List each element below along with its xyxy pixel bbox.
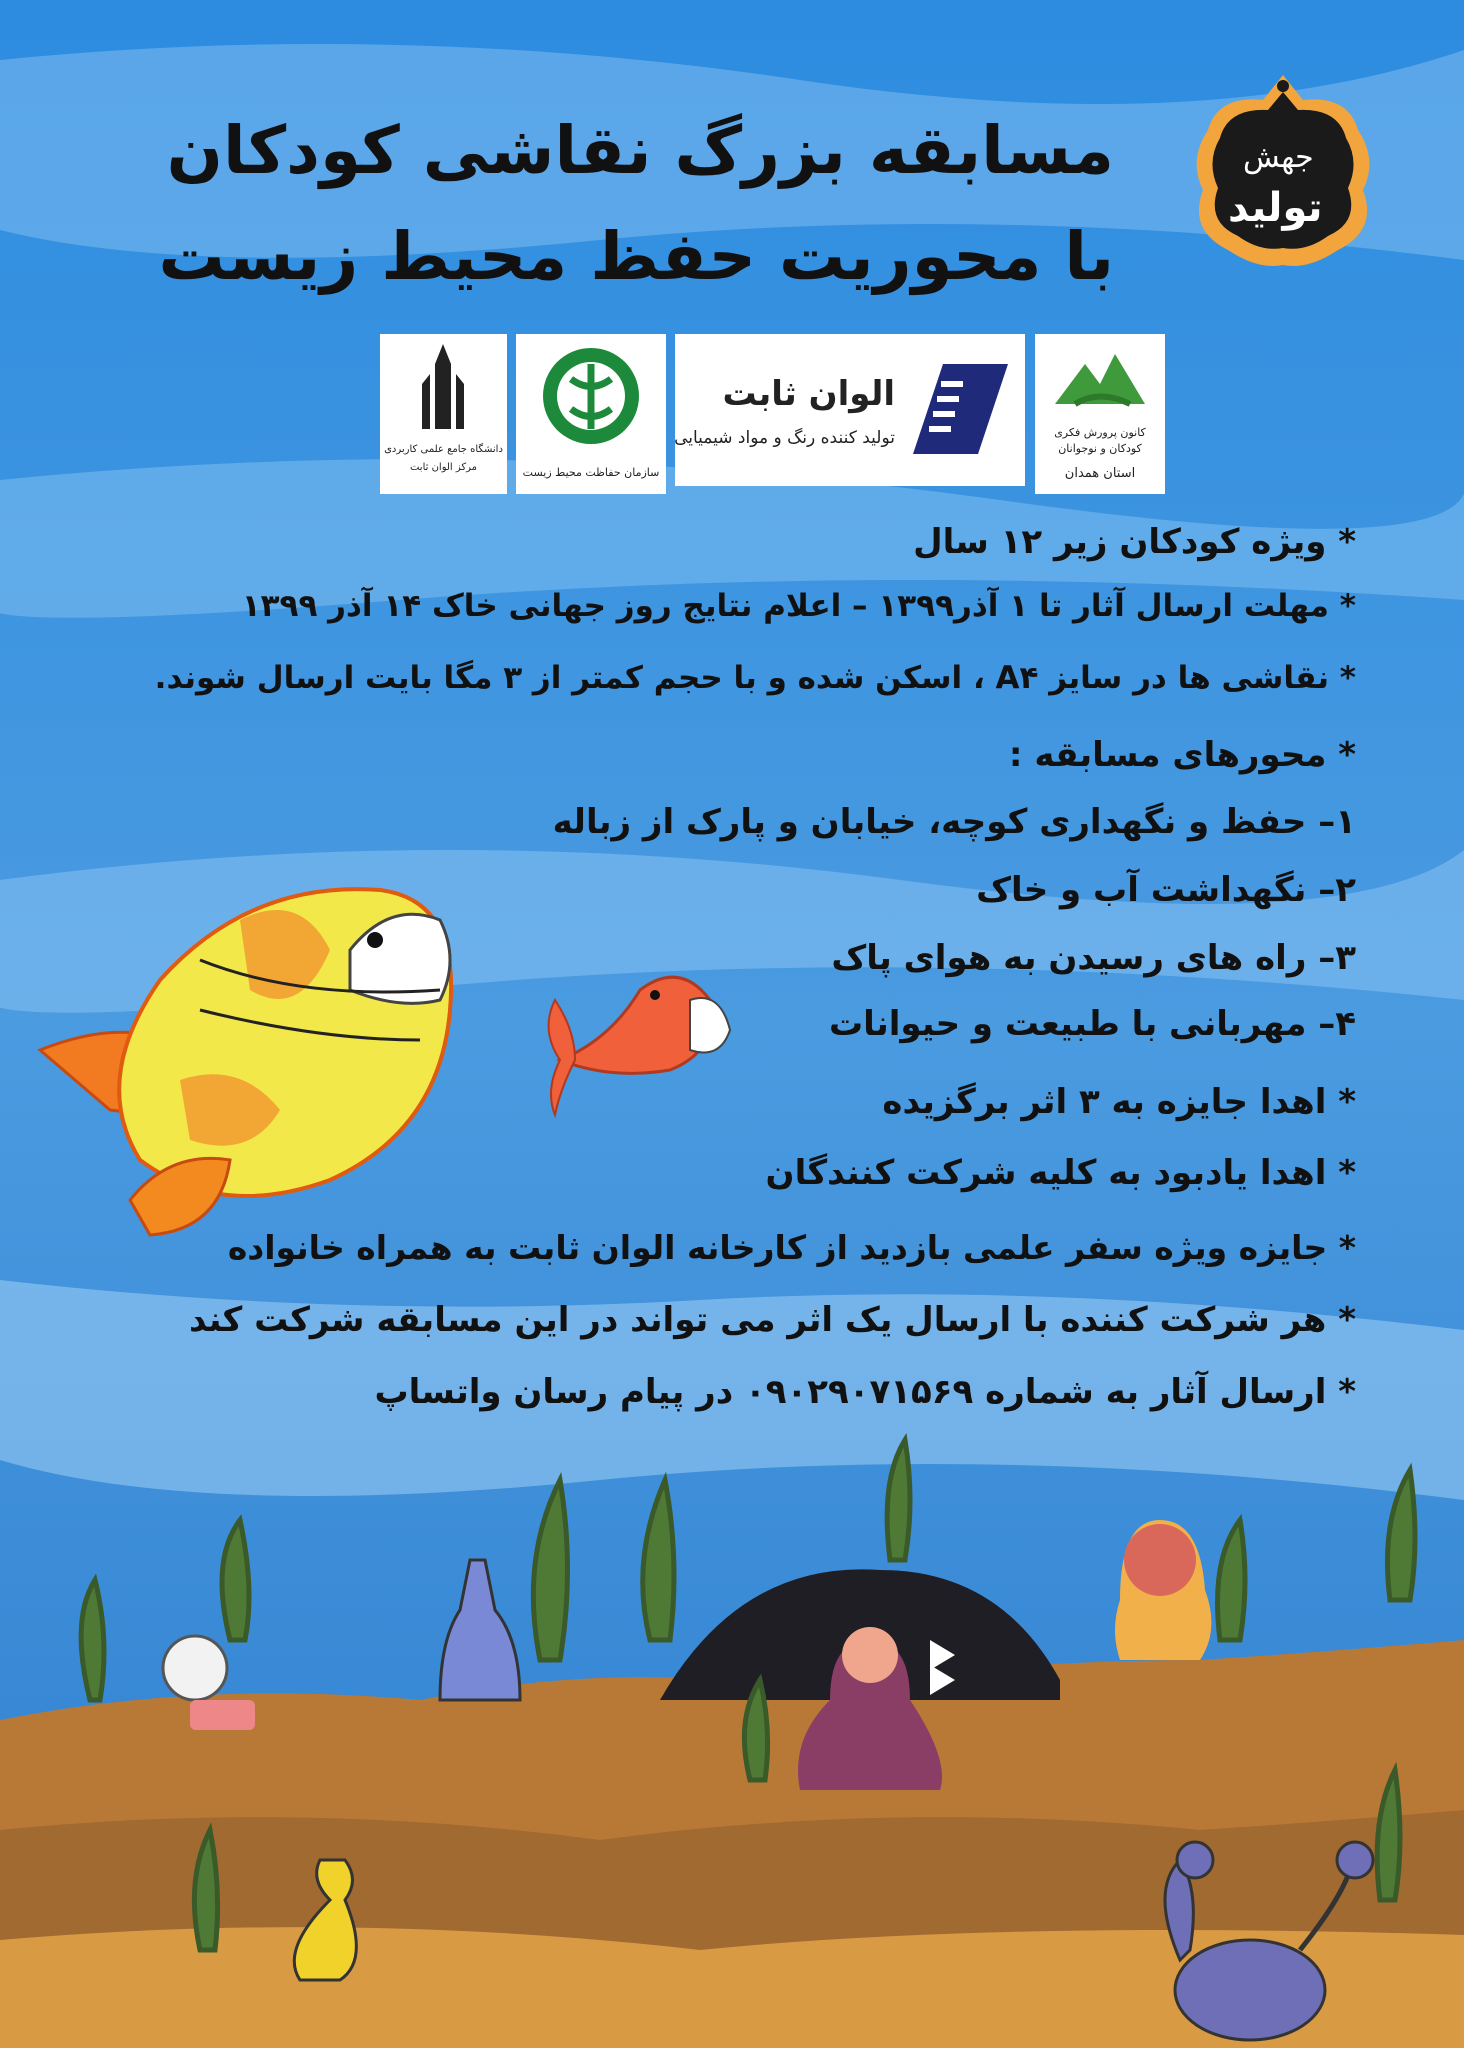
info-line-send-whatsapp: * ارسال آثار به شماره ۰۹۰۲۹۰۷۱۵۶۹ در پیام رسان واتساپ — [374, 1372, 1356, 1412]
kanoon-line-2: کودکان و نوجوانان — [1058, 442, 1142, 455]
topic-2: ۲– نگهداشت آب و خاک — [976, 870, 1356, 910]
university-line-1: دانشگاه جامع علمی کاربردی — [384, 444, 503, 455]
alvan-sabet-mark-icon — [903, 354, 1013, 464]
info-line-souvenir: * اهدا یادبود به کلیه شرکت کنندگان — [765, 1153, 1356, 1193]
pearl — [163, 1636, 227, 1700]
poster-title-line-2: با محوریت حفظ محیط زیست — [158, 218, 1114, 295]
alvan-sabet-tagline: تولید کننده رنگ و مواد شیمیایی — [674, 428, 895, 448]
topic-1: ۱– حفظ و نگهداری کوچه، خیابان و پارک از زباله — [552, 802, 1356, 842]
logo-kanoon — [1035, 334, 1165, 494]
diver-2-head — [1124, 1524, 1196, 1596]
environment-emblem-icon — [516, 334, 666, 454]
jahesh-tolid-badge — [1188, 70, 1378, 270]
university-tower-icon — [380, 334, 507, 434]
kanoon-line-3: استان همدان — [1064, 466, 1136, 481]
environment-label: سازمان حفاظت محیط زیست — [522, 466, 660, 479]
logo-alvan-sabet — [675, 334, 1025, 486]
kanoon-bird-icon — [1035, 334, 1165, 424]
alvan-sabet-name: الوان ثابت — [722, 374, 895, 414]
info-line-one-entry: * هر شرکت کننده با ارسال یک اثر می تواند در این مسابقه شرکت کند — [189, 1300, 1356, 1340]
university-line-2: مرکز الوان ثابت — [409, 462, 478, 473]
badge-text-top: جهش — [1243, 140, 1314, 175]
diver-1-head — [842, 1627, 898, 1683]
info-line-prize: * اهدا جایزه به ۳ اثر برگزیده — [882, 1082, 1356, 1122]
info-line-format: * نقاشی ها در سایز A۴ ، اسکن شده و با حجم کمتر از ۳ مگا بایت ارسال شوند. — [154, 660, 1356, 696]
badge-text-bottom: تولید — [1228, 185, 1323, 231]
topic-4: ۴– مهربانی با طبیعت و حیوانات — [829, 1004, 1356, 1044]
info-line-special-prize: * جایزه ویژه سفر علمی بازدید از کارخانه الوان ثابت به همراه خانواده — [227, 1228, 1356, 1267]
topic-3: ۳– راه های رسیدن به هوای پاک — [831, 938, 1356, 978]
kanoon-line-1: کانون پرورش فکری — [1054, 426, 1146, 439]
shell — [190, 1700, 255, 1730]
logo-university — [380, 334, 507, 494]
info-line-topics-heading: * محورهای مسابقه : — [1008, 735, 1356, 775]
info-line-deadline: * مهلت ارسال آثار تا ۱ آذر۱۳۹۹ – اعلام نتایج روز جهانی خاک ۱۴ آذر ۱۳۹۹ — [241, 588, 1356, 624]
info-line-age: * ویژه کودکان زیر ۱۲ سال — [913, 522, 1356, 562]
poster-title-line-1: مسابقه بزرگ نقاشی کودکان — [166, 112, 1114, 189]
logo-environment — [516, 334, 666, 494]
